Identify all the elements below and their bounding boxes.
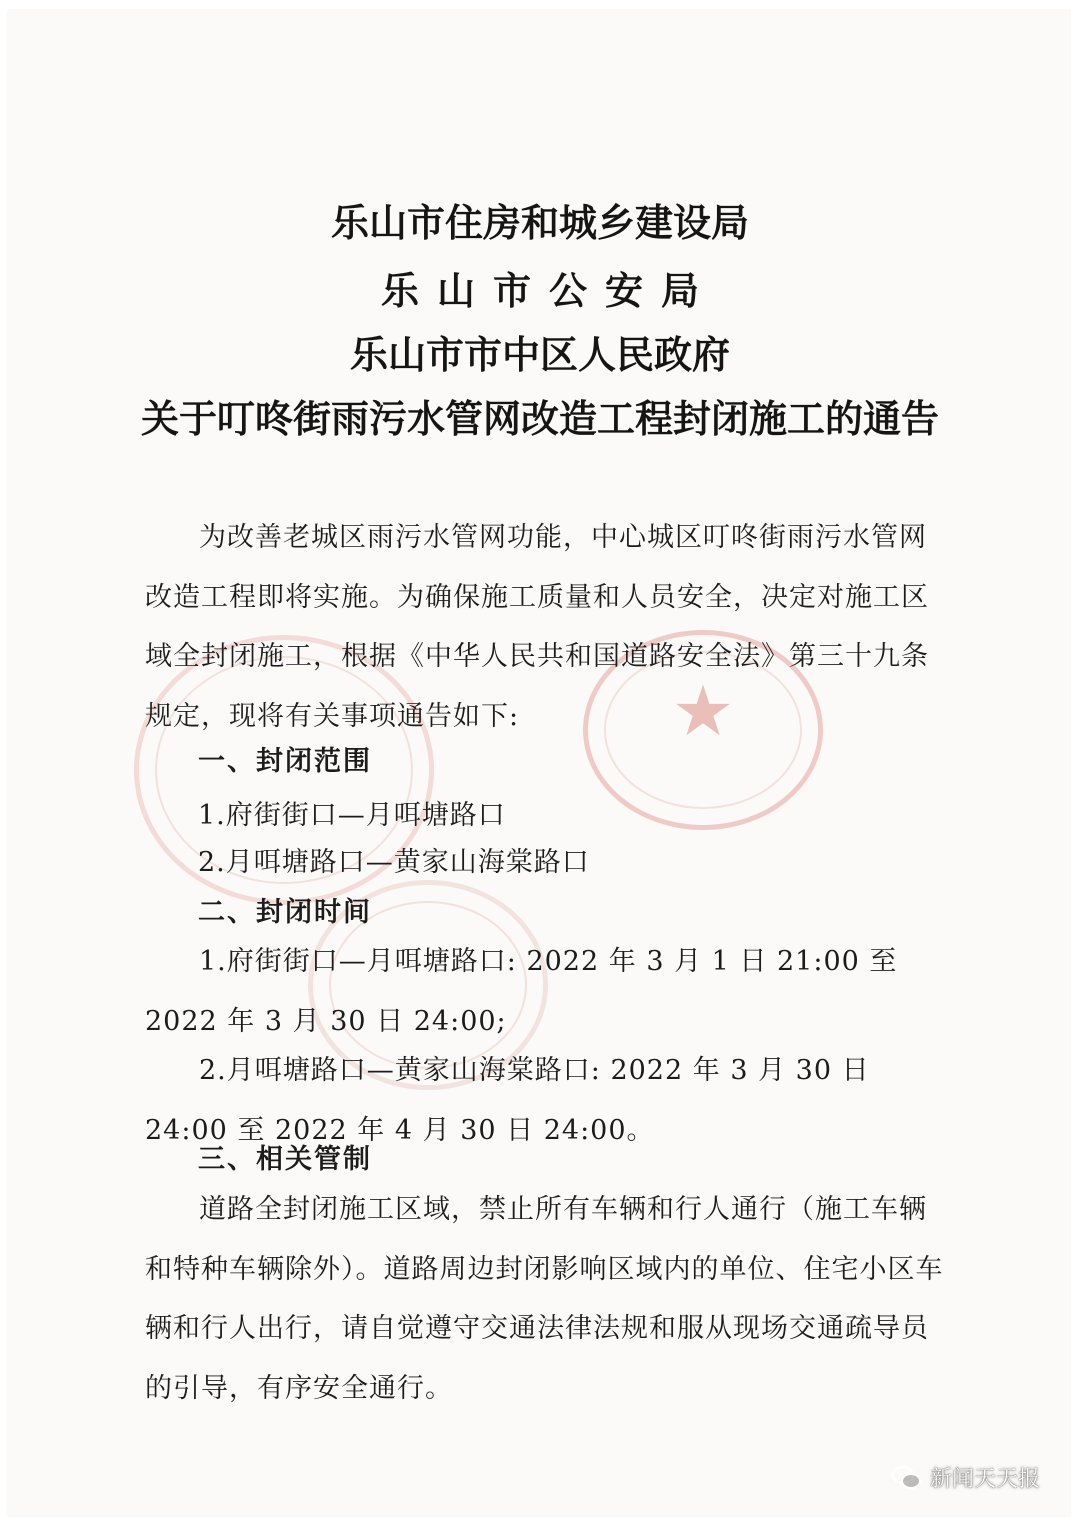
source-watermark <box>892 1462 1040 1493</box>
section-item: 2.月咡塘路口—黄家山海棠路口: 2022 年 3 月 30 日 24:00 至 2022 年 4 月 30 日 24:00。 <box>145 1055 870 1146</box>
issuer-title: 乐山市市中区人民政府 <box>349 333 730 377</box>
watermark-label: 新闻天天报 <box>929 1467 1040 1492</box>
section-item: 1.府街街口—月咡塘路口 <box>198 800 506 831</box>
issuer-title: 乐山市公安局 <box>380 269 717 313</box>
section-item: 1.府街街口—月咡塘路口: 2022 年 3 月 1 日 21:00 至 2022 年 3 月 30 日 24:00; <box>145 946 898 1037</box>
section-heading: 一、封闭范围 <box>198 746 372 777</box>
wechat-icon <box>892 1465 922 1491</box>
seal-star-icon: ★ <box>671 670 735 752</box>
section-item: 2.月咡塘路口—黄家山海棠路口 <box>198 847 590 878</box>
section-heading: 三、相关管制 <box>198 1144 372 1175</box>
section-heading: 二、封闭时间 <box>198 897 372 928</box>
section-paragraph: 道路全封闭施工区域，禁止所有车辆和行人通行（施工车辆和特种车辆除外）。道路周边封闭影响区域内的单位、住宅小区车辆和行人出行，请自觉遵守交通法律法规和服从现场交通疏导员的引导，有序安全通行。 <box>145 1194 944 1404</box>
issuer-title: 乐山市住房和城乡建设局 <box>330 201 749 245</box>
intro-paragraph: 为改善老城区雨污水管网功能，中心城区叮咚街雨污水管网改造工程即将实施。为确保施工质量和人员安全，决定对施工区域全封闭施工，根据《中华人民共和国道路安全法》第三十九条规定，现将有关事项通告如下: <box>145 522 929 732</box>
notice-title: 关于叮咚街雨污水管网改造工程封闭施工的通告 <box>140 397 939 441</box>
